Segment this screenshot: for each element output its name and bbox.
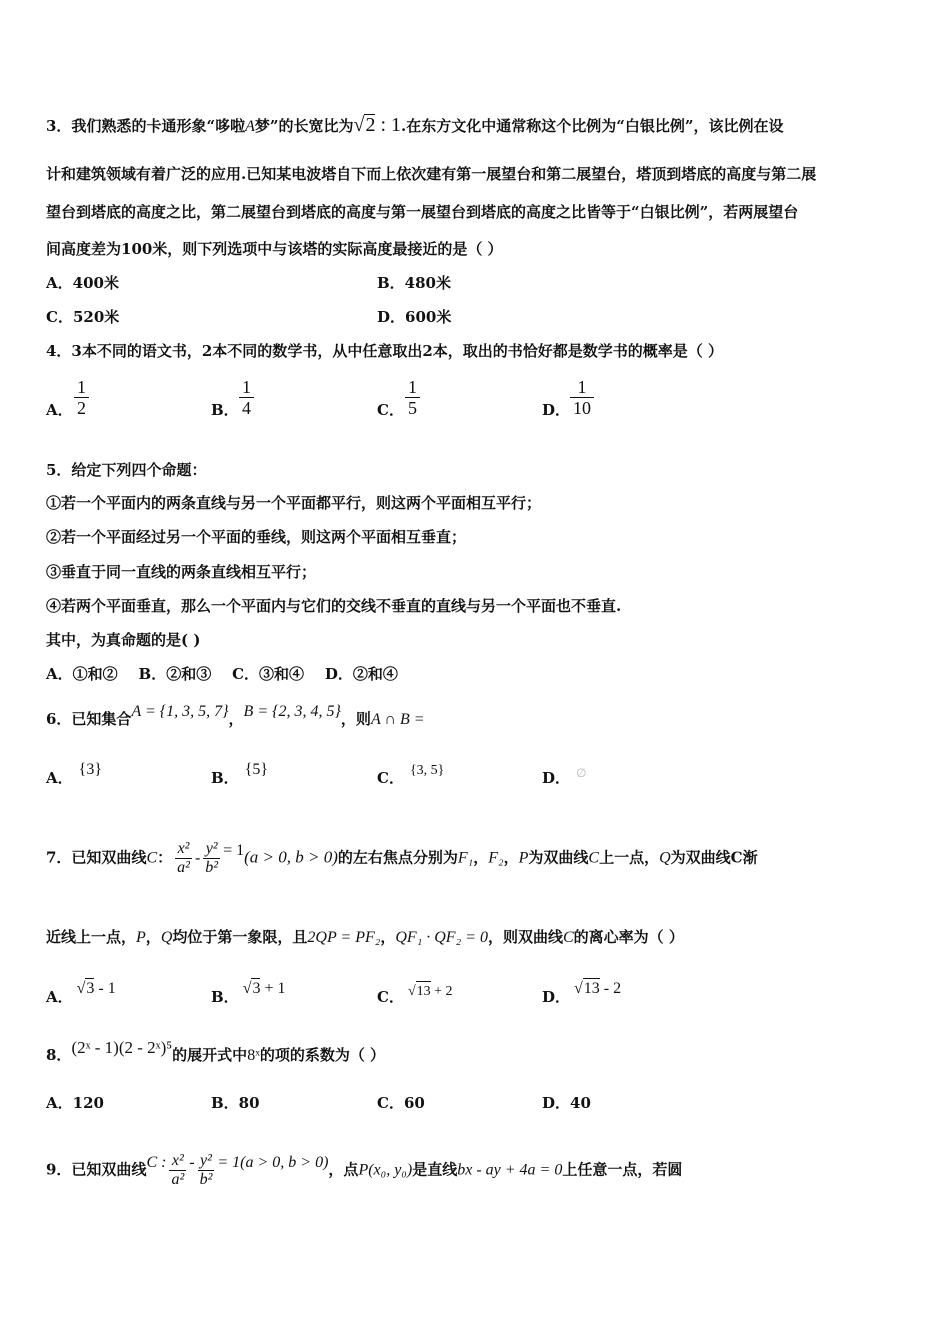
q7-option-d[interactable]: D． √13 - 2 — [542, 980, 622, 1006]
q7-a-label: A． — [46, 988, 73, 1006]
q3-text-b: 梦”的长宽比为 — [254, 117, 354, 135]
q7-line2-e: ，则双曲线 — [487, 928, 563, 946]
q6-option-b[interactable] — [211, 761, 269, 789]
q4-option-a-label[interactable]: A． — [46, 401, 73, 419]
q7-comma: ， — [473, 848, 489, 867]
q4-c-num: 1 — [408, 377, 417, 397]
q7-stem-f: 为双曲线C渐 — [670, 848, 758, 867]
q7-minus: - — [194, 849, 201, 867]
q3-option-d[interactable]: D．600米 — [377, 308, 452, 326]
q7-stem-b: 的左右焦点分别为 — [337, 848, 458, 867]
q6-option-d[interactable] — [542, 768, 586, 789]
q7-f2: F₂ — [488, 849, 504, 867]
q3-line3: 望台到塔底的高度之比，第二展望台到塔底的高度与第一展望台到塔底的高度之比皆等于“白银比例”，若两展望台 — [46, 203, 799, 221]
q8-option-c[interactable]: C．60 — [377, 1094, 425, 1112]
q7-x-frac — [175, 840, 192, 877]
q4-option-d-label[interactable]: D． — [542, 401, 571, 419]
q3-text-a: 3．我们熟悉的卡通形象“哆啦 — [46, 117, 246, 135]
q8-stem-b: 的项的系数为（ ） — [259, 1046, 386, 1064]
q8-stem — [46, 1038, 386, 1066]
q4-option-d-fraction — [570, 377, 594, 418]
q3-ratio-sqrt: 2 — [365, 114, 376, 136]
q5-ask: 其中，为真命题的是( ) — [46, 631, 201, 649]
q7-line2-d: ， — [380, 928, 396, 946]
q7-y-den: b² — [205, 859, 219, 876]
q6-d-label: D． — [542, 769, 571, 787]
q7-a-tail: - 1 — [94, 980, 116, 997]
q7-x-num: x² — [177, 840, 190, 857]
q4-c-den: 5 — [405, 397, 420, 418]
q7-q: Q — [659, 849, 671, 867]
q6-stem-a: 6．已知集合 — [46, 710, 132, 728]
q3-line2: 计和建筑领域有着广泛的应用.已知某电波塔自下而上依次建有第一展望台和第二展望台，塔顶到塔底的高度与第二展 — [46, 165, 817, 183]
q7-q-2: Q — [160, 929, 173, 946]
q9-y-num: y² — [200, 1152, 212, 1169]
q7-stem-d: 为双曲线 — [528, 848, 589, 867]
q9-stem-c: 是直线 — [412, 1160, 458, 1179]
q6-option-a[interactable] — [46, 761, 102, 789]
q7-c-tail: + 2 — [430, 984, 453, 999]
q3-line4: 间高度差为100米，则下列选项中与该塔的实际高度最接近的是（ ） — [46, 240, 503, 258]
q4-option-a-fraction — [74, 377, 89, 418]
q9-x-den: a² — [171, 1171, 185, 1188]
q4-stem: 4．3本不同的语文书，2本不同的数学书，从中任意取出2本，取出的书恰好都是数学书的概率是（ ） — [46, 342, 723, 360]
q7-rel2: QF₁ · QF₂ = 0 — [395, 929, 488, 946]
q7-a-sqrt: 3 — [86, 980, 95, 997]
q6-stem — [46, 703, 425, 730]
q3-ratio: √2 : 1 — [353, 114, 402, 136]
q8-stem-a: 的展开式中 — [172, 1046, 248, 1064]
q8-option-b[interactable]: B．80 — [211, 1094, 260, 1112]
q6-c-value: {3, 5} — [409, 763, 445, 778]
q7-line2-c: 均位于第一象限，且 — [172, 928, 308, 946]
q9-stem-b: ，点 — [328, 1160, 359, 1179]
q7-line2-f: 的离心率为（ ） — [573, 928, 684, 946]
q7-f1: F₁ — [457, 849, 474, 867]
q4-option-c-fraction — [405, 377, 420, 418]
q4-a-den: 2 — [74, 397, 89, 418]
q9-curve: C : — [146, 1153, 167, 1171]
q4-option-b-fraction — [239, 377, 254, 418]
q3-text-c: .在东方文化中通常称这个比例为“白银比例”，该比例在设 — [401, 117, 784, 135]
q7-option-c[interactable]: C． √13 + 2 — [377, 987, 453, 1009]
q7-line2 — [46, 927, 684, 948]
q7-b-sqrt: 3 — [252, 980, 261, 997]
q7-curve-2: C — [588, 849, 600, 867]
q9-y-frac — [198, 1152, 215, 1189]
q7-curve: C — [146, 849, 158, 867]
q8-option-d[interactable]: D．40 — [542, 1094, 591, 1112]
q7-x-den: a² — [177, 859, 190, 876]
q6-set-b: B = {2, 3, 4, 5} — [243, 703, 341, 720]
q4-d-den: 10 — [570, 397, 594, 418]
q9-y-den: b² — [199, 1171, 213, 1188]
q7-c-label: C． — [377, 988, 404, 1006]
q6-a-label: A． — [46, 769, 73, 787]
q6-stem-b: ，则 — [340, 710, 371, 728]
q5-prop-3: ③垂直于同一直线的两条直线相互平行； — [46, 563, 317, 581]
q4-d-num: 1 — [577, 377, 587, 397]
q4-a-num: 1 — [77, 377, 86, 397]
q7-d-sqrt: 13 — [583, 980, 600, 997]
q9-stem — [46, 1152, 682, 1189]
q7-y-frac — [203, 840, 220, 877]
q6-c-label: C． — [377, 769, 404, 787]
q7-b-label: B． — [211, 988, 239, 1006]
q7-d-tail: - 2 — [599, 980, 622, 997]
q3-option-b[interactable]: B．480米 — [377, 274, 451, 292]
q3-option-c[interactable]: C．520米 — [46, 308, 120, 326]
q7-colon: ： — [157, 848, 173, 867]
q6-b-value: {5} — [244, 761, 269, 778]
q7-p: P — [518, 849, 529, 867]
q7-option-b[interactable]: B． √3 + 1 — [211, 980, 286, 1006]
q7-curve-3: C — [562, 929, 574, 946]
q5-prop-4: ④若两个平面垂直，那么一个平面内与它们的交线不垂直的直线与另一个平面也不垂直. — [46, 597, 622, 615]
q3-ratio-rest: : 1 — [375, 114, 402, 136]
q6-sep: ， — [228, 710, 244, 728]
q9-stem-d: 上任意一点，若圆 — [562, 1160, 683, 1179]
q5-prop-1: ①若一个平面内的两条直线与另一个平面都平行，则这两个平面相互平行； — [46, 494, 542, 512]
q9-stem-a: 9．已知双曲线 — [46, 1160, 147, 1179]
q4-b-num: 1 — [242, 377, 251, 397]
q7-line2-a: 近线上一点， — [46, 928, 137, 946]
q7-line1 — [46, 840, 758, 877]
q3-line1 — [46, 114, 784, 137]
q7-cond: (a > 0, b > 0) — [244, 847, 338, 867]
q9-point: P(x₀, y₀) — [358, 1161, 413, 1179]
q6-option-c[interactable] — [377, 763, 445, 790]
q8-option-a[interactable]: A．120 — [46, 1094, 104, 1112]
q5-stem: 5．给定下列四个命题： — [46, 461, 207, 479]
q7-stem-c: ， — [503, 848, 519, 867]
q3-var-a: A — [245, 118, 255, 135]
q9-eq: = 1(a > 0, b > 0) — [217, 1153, 329, 1171]
q7-y-num: y² — [205, 840, 218, 857]
q7-d-label: D． — [542, 988, 571, 1006]
q8-num: 8． — [46, 1046, 72, 1064]
q7-p-2: P — [136, 929, 146, 946]
q4-option-c-label[interactable]: C． — [377, 401, 404, 419]
q6-a-value: {3} — [78, 761, 102, 778]
q4-b-den: 4 — [239, 397, 254, 418]
q6-expr: A ∩ B = — [370, 711, 425, 728]
q9-line: bx - ay + 4a = 0 — [457, 1161, 563, 1179]
q6-b-label: B． — [211, 769, 239, 787]
q4-option-b-label[interactable]: B． — [211, 401, 239, 419]
q6-set-a: A = {1, 3, 5, 7} — [131, 703, 229, 720]
q7-line2-b: ， — [145, 928, 161, 946]
q8-term: 8ˣ — [247, 1047, 260, 1064]
q9-minus: - — [189, 1153, 195, 1171]
q3-option-a[interactable]: A．400米 — [46, 274, 119, 292]
q7-stem-e: 上一点， — [599, 848, 660, 867]
q5-prop-2: ②若一个平面经过另一个平面的垂线，则这两个平面相互垂直； — [46, 528, 467, 546]
q7-rel1: 2QP = PF₂ — [307, 929, 381, 946]
q6-d-value: ∅ — [576, 766, 587, 780]
q7-stem-a: 7．已知双曲线 — [46, 848, 147, 867]
q7-option-a[interactable]: A． √3 - 1 — [46, 980, 116, 1006]
q9-x-num: x² — [171, 1152, 184, 1169]
q7-eq: = 1 — [223, 841, 245, 859]
q9-x-frac — [169, 1152, 186, 1189]
q8-expr: (2ˣ - 1)(2 - 2ˣ)⁵ — [71, 1038, 173, 1057]
q5-options[interactable]: A．①和② B．②和③ C．③和④ D．②和④ — [46, 665, 398, 683]
q7-b-tail: + 1 — [260, 980, 286, 997]
q7-c-sqrt: 13 — [416, 981, 431, 1002]
